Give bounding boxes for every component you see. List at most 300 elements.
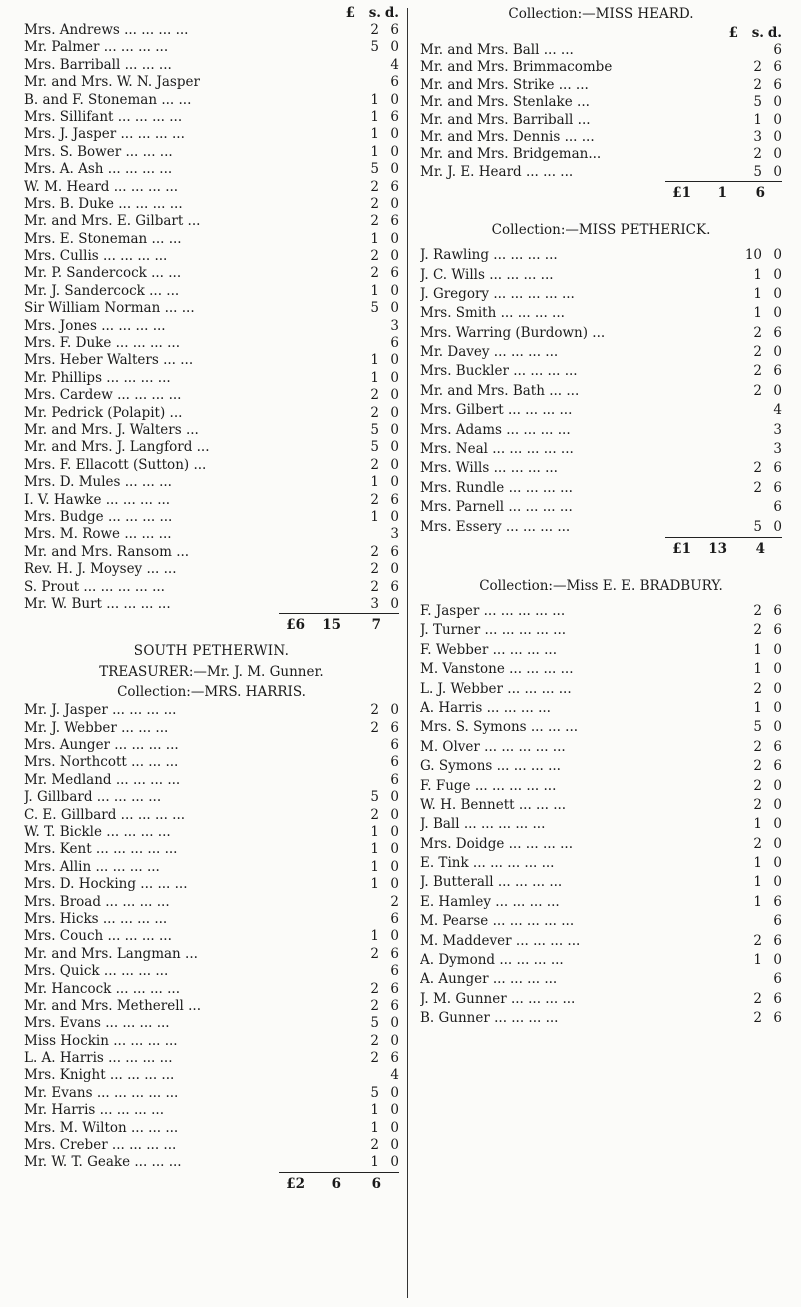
shillings-value: 2	[370, 806, 379, 823]
shillings-value: 2	[370, 491, 379, 508]
list-item	[24, 283, 399, 300]
donor-name: Mr. and Mrs. Strike ... ...	[420, 76, 589, 93]
pence-value: 6	[390, 910, 399, 927]
shillings-value	[343, 772, 379, 789]
pence-value: 6	[773, 42, 782, 58]
donor-name: Mrs. Gilbert ... ... ... ...	[420, 402, 573, 419]
pence-value: 0	[390, 789, 399, 806]
pence-value: 0	[390, 876, 399, 893]
donor-name: L. A. Harris ... ... ... ...	[24, 1050, 173, 1067]
donor-name: Miss Hockin ... ... ... ...	[24, 1032, 178, 1049]
shillings-value: 2	[753, 835, 762, 852]
shillings-value: 1	[753, 661, 762, 678]
list-item	[420, 362, 782, 381]
shillings-value	[343, 57, 379, 74]
list-item	[420, 112, 782, 129]
list-item	[420, 479, 782, 498]
shillings-value	[343, 318, 379, 335]
shillings-value: 5	[370, 1015, 379, 1032]
donor-name: E. Hamley ... ... ... ...	[420, 893, 560, 910]
list-item	[24, 963, 399, 980]
donor-name: Mrs. Northcott ... ... ...	[24, 754, 179, 771]
list-item	[24, 579, 399, 596]
shillings-value: 5	[370, 161, 379, 178]
collection-heading: Collection:—MISS PETHERICK.	[491, 222, 711, 239]
list-item	[24, 772, 399, 789]
donor-name: Mr. J. Jasper ... ... ... ...	[24, 702, 177, 719]
pence-value: 6	[773, 479, 782, 496]
pence-value: 6	[773, 460, 782, 477]
list-item	[24, 841, 399, 858]
shillings-value: 10	[744, 247, 762, 264]
donor-name: B. Gunner ... ... ... ...	[420, 1010, 559, 1027]
donor-name: J. Turner ... ... ... ... ...	[420, 622, 567, 639]
pence-value: 6	[773, 602, 782, 619]
pence-value: 0	[773, 835, 782, 852]
shillings-value: 2	[370, 178, 379, 195]
list-item	[420, 835, 782, 854]
shillings-value: 2	[370, 387, 379, 404]
donor-name: Mr. and Mrs. Stenlake ...	[420, 94, 590, 111]
donor-name: Mrs. Andrews ... ... ... ...	[24, 22, 189, 38]
donor-name: Mr. and Mrs. Bath ... ...	[420, 382, 580, 399]
list-item	[24, 1050, 399, 1067]
list-item	[24, 544, 399, 561]
pence-value: 6	[390, 945, 399, 962]
pence-value: 6	[773, 76, 782, 93]
list-item	[24, 1015, 399, 1032]
list-item	[420, 498, 782, 517]
pence-value: 0	[773, 305, 782, 322]
list-item	[24, 911, 399, 928]
shillings-value: 1	[753, 816, 762, 833]
shillings-value: 1	[370, 876, 379, 893]
shillings-value: 2	[370, 543, 379, 560]
donor-name: Mr. and Mrs. Ransom ...	[24, 543, 190, 560]
list-item	[24, 1120, 399, 1137]
donor-name: J. M. Gunner ... ... ... ...	[420, 990, 576, 1007]
pence-value: 0	[773, 855, 782, 872]
pence-value: 6	[773, 59, 782, 76]
pence-value: 0	[773, 128, 782, 145]
list-total: £1 1 6	[665, 181, 782, 204]
list-item	[24, 824, 399, 841]
list-item	[24, 807, 399, 824]
list-item	[420, 146, 782, 163]
list-total: £1 13 4	[665, 537, 782, 560]
shillings-value: 5	[370, 421, 379, 438]
shillings-value: 5	[753, 518, 762, 535]
donor-name: J. Butterall ... ... ... ...	[420, 874, 563, 891]
shillings-value: 5	[370, 39, 379, 56]
donor-name: Mr. Medland ... ... ... ...	[24, 771, 181, 788]
donor-name: Mr. J. Webber ... ... ...	[24, 719, 169, 736]
list-item	[420, 990, 782, 1009]
list-item	[24, 265, 399, 282]
pence-value: 6	[390, 980, 399, 997]
shillings-value: 1	[370, 369, 379, 386]
pence-value: 0	[773, 952, 782, 969]
pence-value: 6	[390, 1050, 399, 1067]
donor-name: Mr. and Mrs. E. Gilbart ...	[24, 213, 201, 230]
list-item	[420, 164, 782, 181]
list-item	[420, 266, 782, 285]
shillings-value	[726, 440, 762, 459]
donor-name: Mrs. Knight ... ... ... ...	[24, 1067, 175, 1084]
shillings-value: 2	[753, 363, 762, 380]
shillings-value	[726, 912, 762, 931]
donor-name: Mr. W. Burt ... ... ... ...	[24, 595, 171, 612]
donor-name: Mrs. E. Stoneman ... ...	[24, 230, 182, 247]
donor-name: F. Jasper ... ... ... ... ...	[420, 602, 566, 619]
donor-name: Mrs. J. Jasper ... ... ... ...	[24, 126, 185, 143]
pence-value: 0	[390, 1015, 399, 1032]
donor-name: Mr. J. E. Heard ... ... ...	[420, 163, 574, 180]
pence-value: 0	[773, 382, 782, 399]
list-item	[24, 928, 399, 945]
donor-name: Mr. Harris ... ... ... ...	[24, 1102, 165, 1119]
shillings-value: 1	[370, 841, 379, 858]
treasurer-line: TREASURER:—Mr. J. M. Gunner.	[99, 664, 324, 681]
list-item	[24, 439, 399, 456]
donor-list	[420, 246, 782, 537]
pence-value: 6	[773, 990, 782, 1007]
shillings-value: 1	[370, 126, 379, 143]
donor-name: Mr. and Mrs. J. Langford ...	[24, 439, 210, 456]
shillings-value	[343, 894, 379, 911]
pence-value: 0	[773, 163, 782, 180]
donor-name: Mrs. M. Rowe ... ... ...	[24, 526, 172, 543]
list-item	[420, 42, 782, 59]
shillings-value: 2	[753, 1010, 762, 1027]
list-item	[420, 304, 782, 323]
pence-value: 0	[390, 282, 399, 299]
list-item	[420, 873, 782, 892]
list-item	[420, 382, 782, 401]
donor-name: I. V. Hawke ... ... ... ...	[24, 491, 171, 508]
shillings-value: 2	[370, 945, 379, 962]
pence-value: 6	[773, 758, 782, 775]
list-item	[420, 129, 782, 146]
pence-value: 0	[773, 518, 782, 535]
donor-name: Mr. Palmer ... ... ... ...	[24, 39, 169, 56]
donor-list	[24, 22, 399, 613]
shillings-value: 2	[753, 622, 762, 639]
shillings-value: 5	[370, 439, 379, 456]
donor-list	[24, 702, 399, 1172]
pence-value: 0	[390, 300, 399, 317]
shillings-value: 2	[370, 561, 379, 578]
list-item	[24, 894, 399, 911]
shillings-value: 2	[753, 59, 762, 76]
shillings-value	[726, 42, 762, 59]
list-item	[420, 815, 782, 834]
list-item	[24, 92, 399, 109]
list-item	[420, 796, 782, 815]
shillings-value: 2	[753, 680, 762, 697]
list-item	[24, 474, 399, 491]
pence-value: 0	[390, 474, 399, 491]
list-item	[24, 370, 399, 387]
pence-value: 6	[390, 491, 399, 508]
shillings-value: 2	[753, 990, 762, 1007]
shillings-value: 2	[370, 456, 379, 473]
donor-name: Mr. Pedrick (Polapit) ...	[24, 404, 183, 421]
pence-value: 0	[390, 91, 399, 108]
pence-value: 0	[773, 777, 782, 794]
list-item	[420, 246, 782, 265]
pence-value: 0	[390, 404, 399, 421]
donor-name: Mrs. A. Ash ... ... ... ...	[24, 161, 173, 178]
shillings-value	[343, 526, 379, 543]
pence-value: 0	[390, 1154, 399, 1171]
donor-name: Mrs. Rundle ... ... ... ...	[420, 479, 573, 496]
list-item	[420, 324, 782, 343]
list-item	[24, 405, 399, 422]
pence-value: 6	[773, 1010, 782, 1027]
list-item	[420, 718, 782, 737]
donor-name: Mrs. Evans ... ... ... ...	[24, 1015, 170, 1032]
donor-name: Mr. and Mrs. Barriball ...	[420, 111, 591, 128]
list-item	[24, 57, 399, 74]
shillings-value: 2	[753, 758, 762, 775]
list-item	[420, 518, 782, 537]
shillings-value: 1	[370, 352, 379, 369]
list-item	[420, 777, 782, 796]
donor-name: C. E. Gillbard ... ... ... ...	[24, 806, 186, 823]
shillings-value: 2	[753, 602, 762, 619]
pence-value: 3	[773, 441, 782, 458]
list-item	[420, 699, 782, 718]
donor-name: Mr. and Mrs. Bridgeman...	[420, 146, 602, 163]
list-item	[420, 641, 782, 660]
pence-value: 0	[390, 230, 399, 247]
currency-header: £ s. d.	[728, 25, 782, 41]
pence-value: 0	[390, 143, 399, 160]
pence-value: 0	[773, 874, 782, 891]
donor-name: Mrs. Essery ... ... ... ...	[420, 518, 571, 535]
pence-value: 0	[773, 344, 782, 361]
list-item	[24, 352, 399, 369]
list-item	[24, 981, 399, 998]
shillings-value: 5	[370, 1084, 379, 1101]
shillings-value	[343, 74, 379, 91]
donor-name: Mrs. F. Ellacott (Sutton) ...	[24, 456, 207, 473]
donor-name: A. Harris ... ... ... ...	[420, 699, 551, 716]
shillings-value: 1	[370, 230, 379, 247]
list-item	[420, 421, 782, 440]
pence-value: 6	[773, 913, 782, 930]
pence-heading: d.	[384, 5, 399, 21]
list-item	[420, 1009, 782, 1028]
shillings-heading: s.	[368, 5, 381, 21]
list-item	[24, 509, 399, 526]
pence-value: 6	[390, 265, 399, 282]
shillings-value: 5	[370, 300, 379, 317]
donor-name: Mrs. Parnell ... ... ... ...	[420, 499, 573, 516]
list-item	[24, 561, 399, 578]
shillings-value: 1	[753, 893, 762, 910]
list-item	[24, 737, 399, 754]
pence-value: 0	[390, 126, 399, 143]
list-item	[24, 754, 399, 771]
shillings-value: 1	[753, 699, 762, 716]
pence-value: 0	[390, 1032, 399, 1049]
shillings-value: 5	[753, 163, 762, 180]
shillings-value: 2	[370, 213, 379, 230]
pence-value: 6	[773, 971, 782, 988]
donor-name: F. Fuge ... ... ... ... ...	[420, 777, 557, 794]
left-column	[24, 0, 399, 1195]
shillings-value: 2	[370, 1137, 379, 1154]
donor-name: J. Ball ... ... ... ... ...	[420, 816, 546, 833]
pence-value: 6	[390, 335, 399, 352]
list-item	[420, 401, 782, 420]
shillings-value: 2	[370, 719, 379, 736]
donor-name: Mr. and Mrs. Metherell ...	[24, 997, 202, 1014]
list-item	[24, 720, 399, 737]
list-item	[420, 602, 782, 621]
shillings-value: 2	[753, 324, 762, 341]
donor-name: Mrs. Aunger ... ... ... ...	[24, 737, 179, 754]
pence-value: 0	[390, 39, 399, 56]
list-item	[24, 109, 399, 126]
pence-value: 6	[390, 22, 399, 38]
shillings-value: 1	[370, 474, 379, 491]
shillings-value: 1	[370, 143, 379, 160]
donor-name: Mrs. F. Duke ... ... ... ...	[24, 335, 180, 352]
donor-name: Mr. and Mrs. W. N. Jasper	[24, 74, 200, 91]
donor-name: M. Vanstone ... ... ... ...	[420, 661, 574, 678]
donor-name: Mr. and Mrs. J. Walters ...	[24, 421, 199, 438]
list-item	[24, 876, 399, 893]
donor-name: Mrs. Hicks ... ... ... ...	[24, 910, 168, 927]
pence-value: 0	[390, 352, 399, 369]
shillings-value: 1	[753, 111, 762, 128]
list-item	[24, 422, 399, 439]
shillings-value: 2	[370, 22, 379, 38]
donor-name: Mr. Davey ... ... ... ...	[420, 344, 559, 361]
list-item	[420, 621, 782, 640]
list-item	[24, 1067, 399, 1084]
donor-name: Mr. and Mrs. Langman ...	[24, 945, 198, 962]
pence-value: 6	[390, 719, 399, 736]
shillings-value: 5	[753, 719, 762, 736]
donor-name: M. Pearse ... ... ... ... ...	[420, 913, 575, 930]
pence-value: 6	[773, 932, 782, 949]
donor-name: Mrs. Sillifant ... ... ... ...	[24, 108, 183, 125]
pence-value: 0	[773, 641, 782, 658]
shillings-value	[343, 1067, 379, 1084]
donor-name: F. Webber ... ... ... ...	[420, 641, 557, 658]
pence-value: 6	[390, 963, 399, 980]
currency-header	[24, 4, 399, 22]
list-item	[24, 387, 399, 404]
pence-value: 0	[390, 421, 399, 438]
pence-value: 0	[390, 1084, 399, 1101]
shillings-value: 1	[753, 266, 762, 283]
donor-name: Mrs. Quick ... ... ... ...	[24, 963, 169, 980]
pence-value: 6	[390, 108, 399, 125]
pence-value: 0	[390, 806, 399, 823]
pence-value: 0	[390, 439, 399, 456]
donor-name: Mr. Hancock ... ... ... ...	[24, 980, 180, 997]
donor-list	[420, 42, 782, 181]
donor-name: B. and F. Stoneman ... ...	[24, 91, 192, 108]
pounds-heading: £	[345, 5, 355, 21]
list-item	[24, 1154, 399, 1171]
pence-value: 6	[390, 178, 399, 195]
pence-value: 0	[773, 661, 782, 678]
donor-name: Mr. Evans ... ... ... ... ...	[24, 1084, 179, 1101]
shillings-value: 1	[753, 641, 762, 658]
donor-name: Mrs. Smith ... ... ... ...	[420, 305, 565, 322]
pence-value: 0	[390, 161, 399, 178]
donor-name: Mr. W. T. Geake ... ... ...	[24, 1154, 182, 1171]
shillings-value: 2	[370, 248, 379, 265]
column-divider	[407, 8, 408, 1298]
list-item	[24, 702, 399, 719]
pence-value: 0	[390, 1137, 399, 1154]
pence-value: 3	[773, 421, 782, 438]
list-item	[24, 179, 399, 196]
donor-name: W. M. Heard ... ... ... ...	[24, 178, 179, 195]
list-item	[420, 951, 782, 970]
donor-name: E. Tink ... ... ... ... ...	[420, 855, 555, 872]
list-item	[420, 94, 782, 111]
shillings-value: 2	[753, 146, 762, 163]
pence-value: 0	[390, 702, 399, 719]
shillings-value	[726, 401, 762, 420]
shillings-value	[343, 737, 379, 754]
donor-name: Mrs. Cardew ... ... ... ...	[24, 387, 182, 404]
list-item	[420, 459, 782, 478]
shillings-value: 2	[753, 460, 762, 477]
donor-name: Mrs. Adams ... ... ... ...	[420, 421, 571, 438]
pence-value: 4	[390, 56, 399, 73]
list-item	[420, 932, 782, 951]
shillings-value: 5	[753, 94, 762, 111]
list-item	[24, 998, 399, 1015]
shillings-value: 2	[370, 997, 379, 1014]
shillings-value: 2	[370, 1050, 379, 1067]
list-item	[24, 1102, 399, 1119]
list-item	[24, 457, 399, 474]
list-item	[24, 596, 399, 613]
list-item	[420, 757, 782, 776]
pence-value: 3	[390, 526, 399, 543]
pence-value: 0	[390, 1119, 399, 1136]
donor-name: J. C. Wills ... ... ... ...	[420, 266, 554, 283]
shillings-value	[343, 963, 379, 980]
pence-value: 6	[390, 543, 399, 560]
donor-name: Mrs. S. Symons ... ... ...	[420, 719, 579, 736]
shillings-value: 2	[370, 702, 379, 719]
shillings-value: 2	[370, 1032, 379, 1049]
list-item	[420, 285, 782, 304]
list-total: £2 6 6	[279, 1172, 399, 1195]
list-item	[420, 680, 782, 699]
list-item	[24, 859, 399, 876]
list-item	[420, 970, 782, 989]
shillings-value: 1	[753, 874, 762, 891]
donor-name: J. Rawling ... ... ... ...	[420, 247, 558, 264]
right-column	[420, 0, 782, 1029]
shillings-value: 3	[753, 128, 762, 145]
shillings-value: 2	[370, 578, 379, 595]
donor-name: Mr. P. Sandercock ... ...	[24, 265, 182, 282]
pence-value: 6	[773, 324, 782, 341]
